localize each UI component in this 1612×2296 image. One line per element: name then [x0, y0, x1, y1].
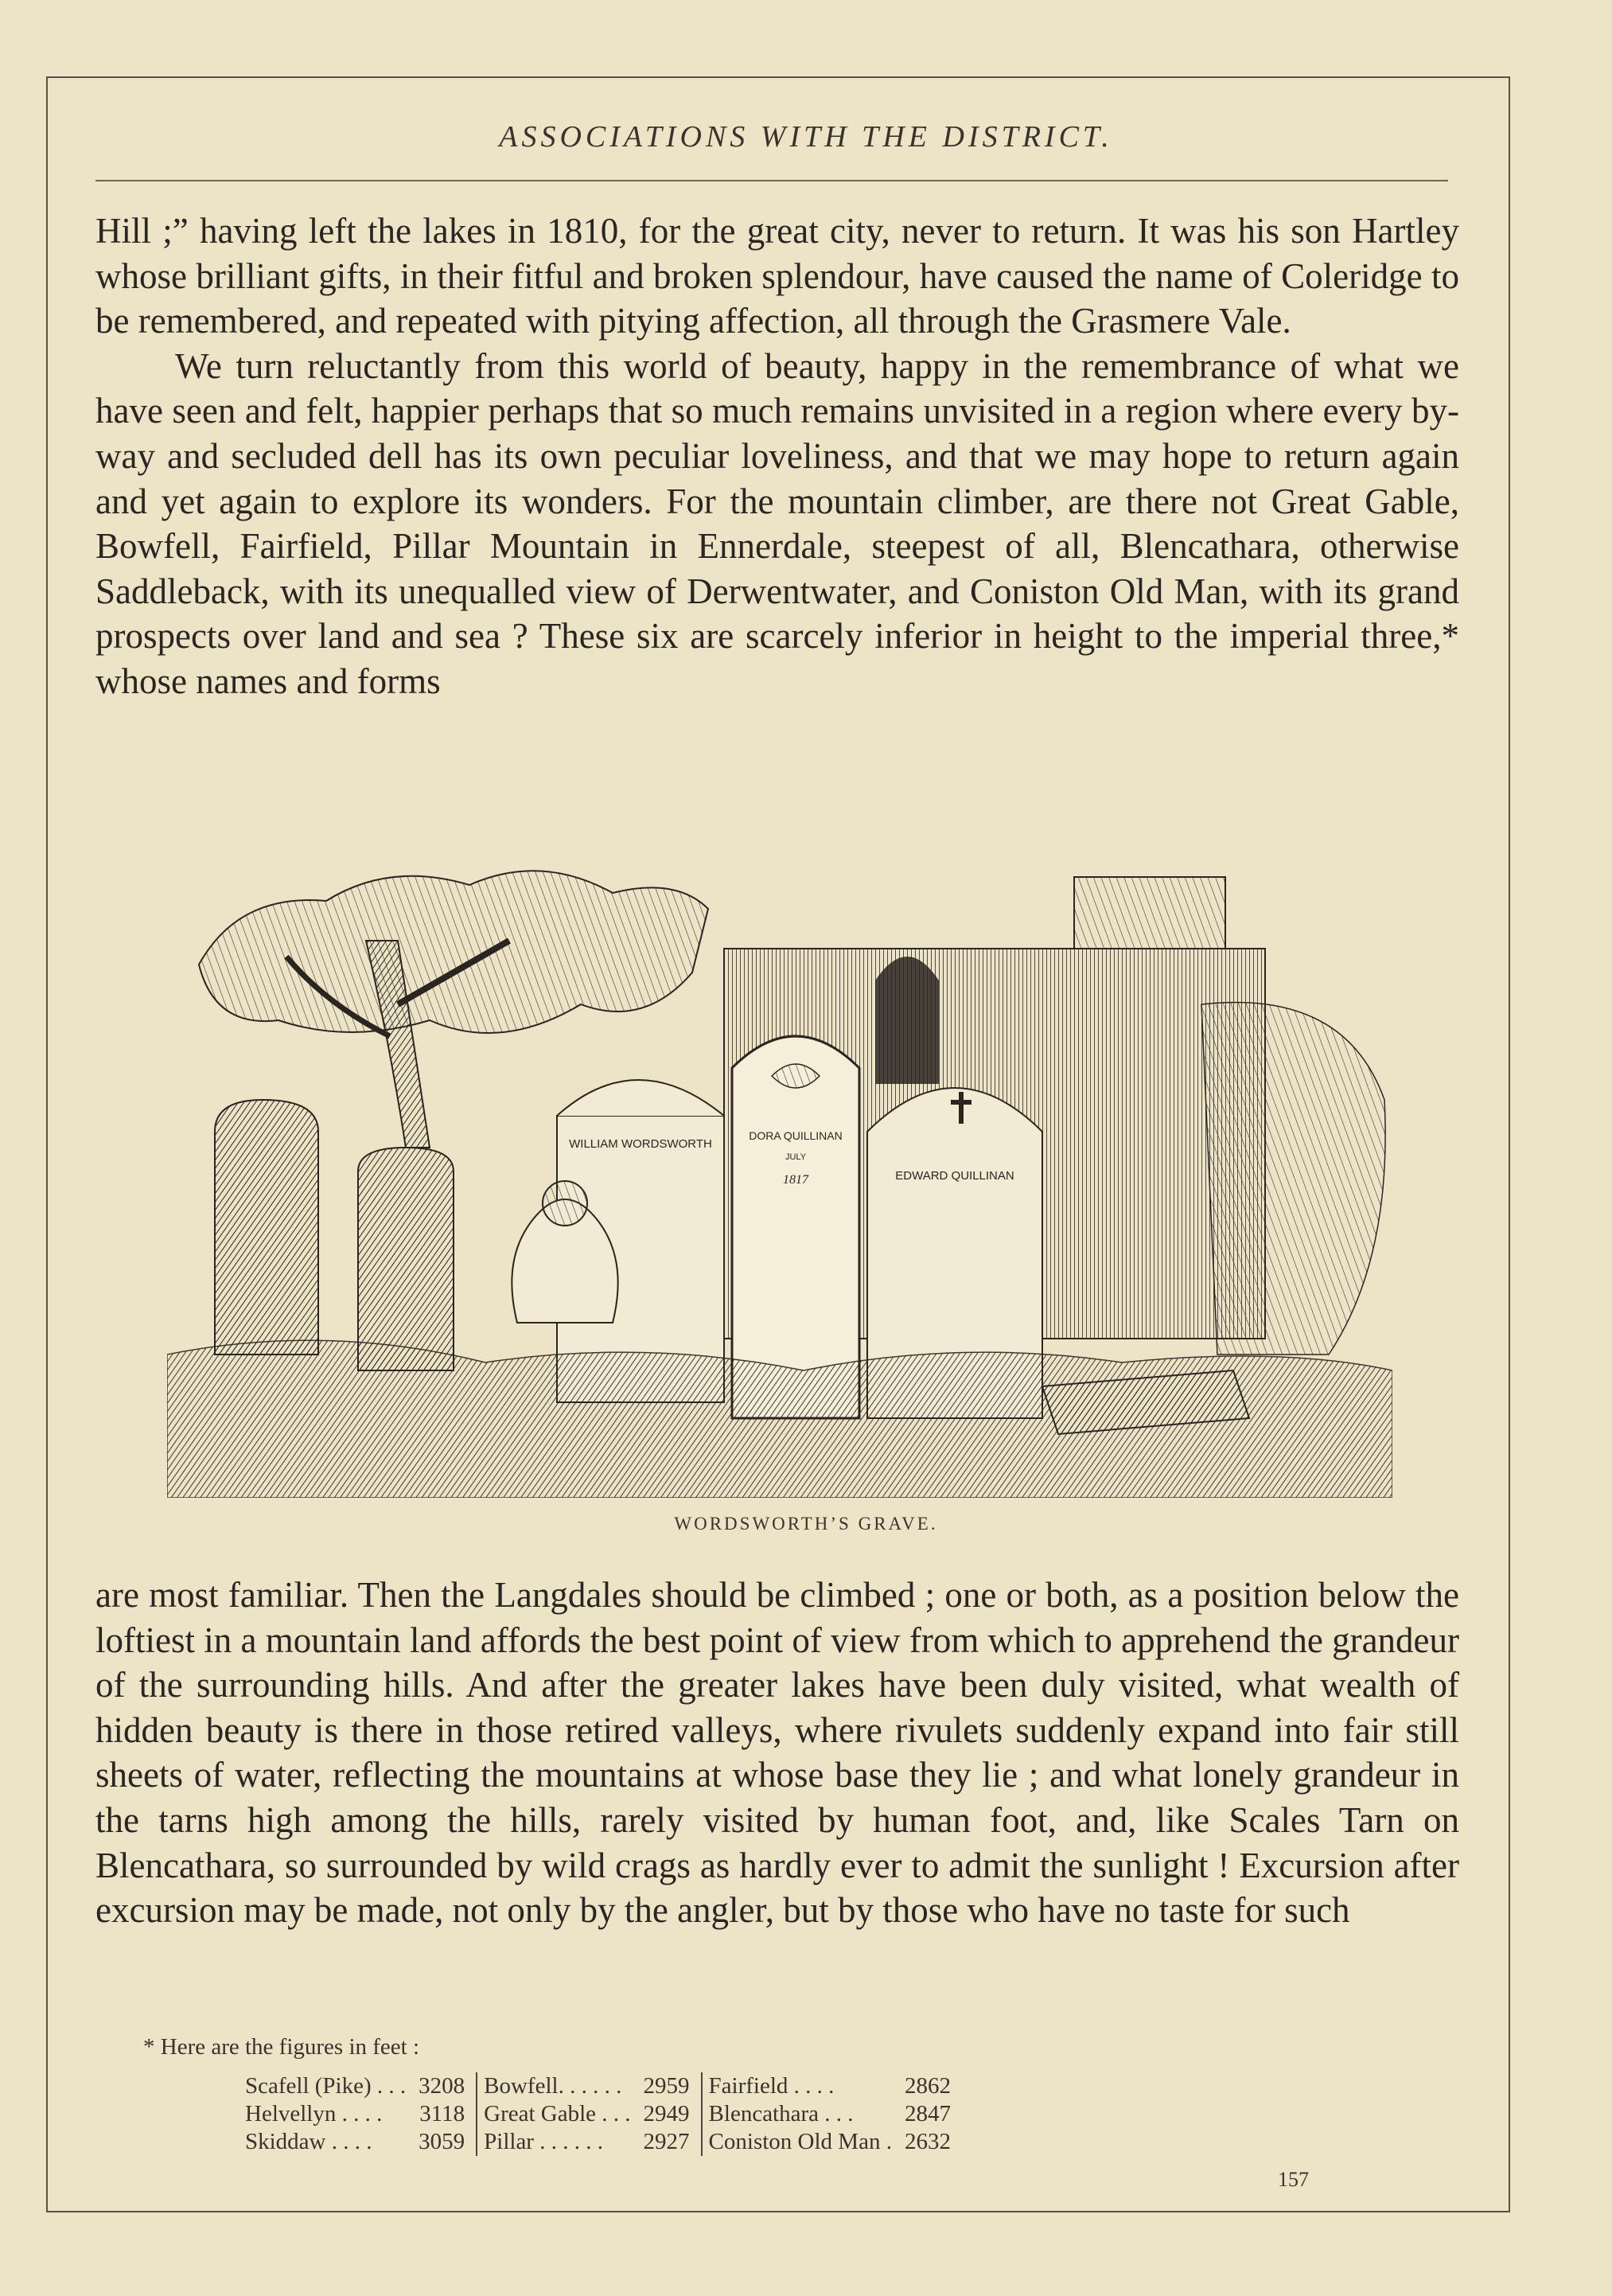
mountain-name: Skiddaw . . . .: [245, 2129, 372, 2154]
right-bushes: [1201, 1003, 1385, 1355]
headstone-left-2: [358, 1148, 454, 1370]
paragraph-3: are most familiar. Then the Langdales should be climbed ; one or both, as a position below the loftiest in a mountain land affords the best point of view from which to apprehend the grandeur of the surrounding hills. And after the greater lakes have been duly visited, what wealth of hidden beauty is there in those retired valleys, where rivulets suddenly expand into fair still sheets of water, reflecting the mountains at whose base they lie ; and what lonely grandeur in the tarns high among the hills, rarely visited by human foot, and, like Scales Tarn on Blencathara, so surrounded by wild crags as hardly ever to admit the sunlight ! Excursion after excursion may be made, not only by the angler, but by those who have no taste for such: [95, 1575, 1459, 1931]
mountain-name: Pillar . . . . . .: [484, 2129, 603, 2154]
mountain-heights-table: [239, 2072, 962, 2156]
paragraph-2: We turn reluctantly from this world of beauty, happy in the remembrance of what we have seen and felt, happier perhaps that so much remains unvisited in a region where every by-way and secluded dell has its own peculiar loveliness, and that we may hope to return again and yet again to explore its wonders. For the mountain climber, are there not Great Gable, Bowfell, Fairfield, Pillar Mountain in Ennerdale, steepest of all, Blencathara, otherwise Saddleback, with its unequalled view of Derwentwater, and Coniston Old Man, with its grand prospects over land and sea ? These six are scarcely inferior in height to the imperial three,* whose names and forms: [95, 345, 1459, 701]
running-title: ASSOCIATIONS WITH THE DISTRICT.: [499, 120, 1113, 154]
table-row: [239, 2100, 962, 2128]
body-text-top: [95, 209, 1459, 704]
mountain-name: Bowfell. . . . . .: [484, 2073, 622, 2099]
table-row: [239, 2128, 962, 2156]
wordsworth-grave-engraving: [167, 845, 1392, 1498]
inscription-dora-year: 1817: [783, 1173, 808, 1187]
illustration-caption: WORDSWORTH’S GRAVE.: [674, 1514, 938, 1534]
seated-figure-head: [543, 1181, 587, 1226]
page-number: 157: [1278, 2168, 1309, 2191]
mountain-height: 2959: [637, 2072, 702, 2100]
mountain-height: 2862: [904, 2073, 951, 2099]
mountain-height: 3059: [412, 2128, 477, 2156]
table-row: [239, 2072, 962, 2100]
mountain-height: 2927: [637, 2128, 702, 2156]
mountain-height: 3118: [412, 2100, 477, 2128]
mountain-name: Scafell (Pike) . . .: [245, 2073, 407, 2099]
header-rule: [95, 180, 1448, 181]
mountain-name: Fairfield . . . .: [708, 2073, 835, 2099]
mountain-name: Helvellyn . . . .: [245, 2101, 383, 2126]
mountain-height: 2949: [637, 2100, 702, 2128]
church-window: [875, 957, 939, 1084]
mountain-name: Great Gable . . .: [484, 2101, 631, 2126]
inscription-dora-month: JULY: [785, 1152, 807, 1162]
paragraph-1: Hill ;” having left the lakes in 1810, for the great city, never to return. It was his son Hartley whose brilliant gifts, in their fitful and broken splendour, have caused the name of Coleridge to be remembered, and repeated with pitying affection, all through the Grasmere Vale.: [95, 211, 1459, 341]
inscription-william: WILLIAM WORDSWORTH: [569, 1137, 712, 1151]
mountain-height: 2847: [904, 2101, 951, 2126]
mountain-height: 2632: [904, 2129, 951, 2154]
mountain-name: Blencathara . . .: [708, 2101, 854, 2126]
tree-canopy: [199, 871, 708, 1033]
headstone-left-1: [215, 1100, 318, 1355]
footnote-intro: * Here are the figures in feet :: [143, 2034, 420, 2060]
church-roof-detail: [1074, 877, 1225, 949]
inscription-dora: DORA QUILLINAN: [749, 1129, 843, 1142]
mountain-name: Coniston Old Man .: [708, 2129, 892, 2154]
headstone-william-top: [557, 1080, 724, 1116]
inscription-edward: EDWARD QUILLINAN: [895, 1169, 1014, 1183]
body-text-bottom: [95, 1573, 1459, 1933]
mountain-height: 3208: [412, 2072, 477, 2100]
